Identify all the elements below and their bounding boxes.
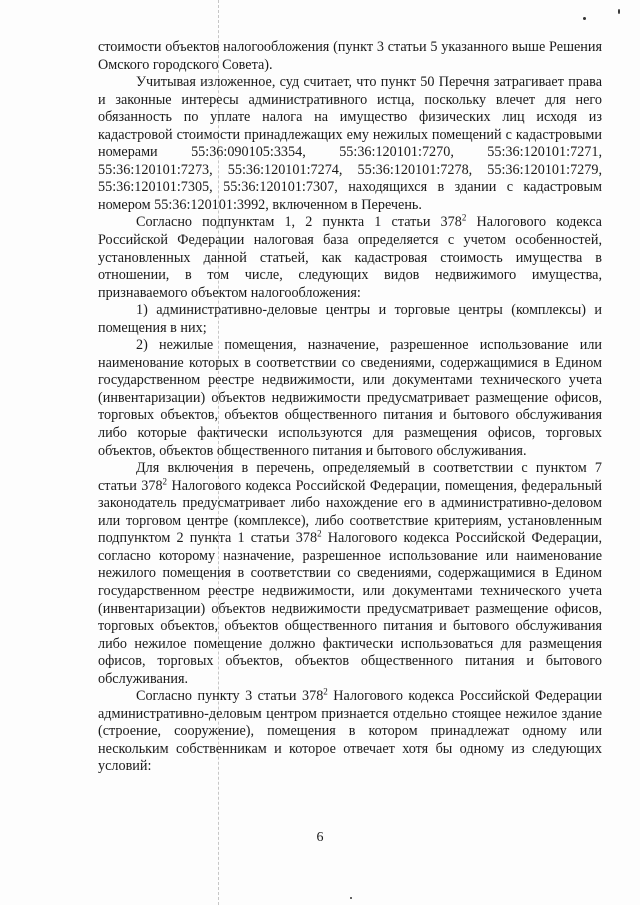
text-segment: Налогового кодекса Российской Федерации налоговая база определяется с учетом особенностей, установленных данной статьей, как кадастровая стоимость имущества в отношении, в том числе, следующих видов недвижимого имущества, признаваемого объектом налогообложения:	[98, 214, 602, 301]
list-item-1: 1) административно-деловые центры и торговые центры (комплексы) и помещения в них;	[98, 302, 602, 336]
superscript: 2	[461, 212, 467, 223]
text-segment: Согласно подпунктам 1, 2 пункта 1 статьи 378	[136, 214, 462, 231]
text-segment: Согласно пункту 3 статьи 378	[136, 688, 324, 705]
text-segment: Налогового кодекса Российской Федерации, помещения, федеральный законодатель предусматривает либо нахождение его в административно-деловом или торговом центре (комплексе), либо соответствие критериям, установленным подпунктом 2 пункта 1 статьи 378	[98, 477, 602, 547]
text-segment: Налогового кодекса Российской Федерации административно-деловым центром признается отдельно стоящее нежилое здание (строение, сооружение), помещения в котором принадлежат одному или нескольким собственникам и которое отвечает хотя бы одному из следующих условий:	[98, 688, 602, 775]
text-segment: Налогового кодекса Российской Федерации, согласно которому назначение, разрешенное использование или наименование нежилого помещения в соответствии со сведениями, содержащимися в Едином государственном реестре недвижимости, или документами технического учета (инвентаризации) объектов недвижимости предусматривает размещение офисов, торговых объектов, объектов общественного питания и бытового обслуживания либо нежилое помещение должно фактически использоваться для размещения офисов, торговых объектов, объектов общественного питания и бытового обслуживания.	[98, 530, 602, 687]
text-segment: Для включения в перечень, определяемый в соответствии с пунктом 7 статьи 378	[98, 460, 602, 494]
paragraph-continuation: стоимости объектов налогообложения (пункт 3 статьи 5 указанного выше Решения Омского городского Совета).	[98, 39, 602, 73]
scan-speck	[350, 897, 352, 899]
superscript: 2	[317, 528, 322, 539]
document-body	[98, 39, 602, 776]
scan-speck	[618, 9, 620, 14]
superscript: 2	[162, 475, 168, 486]
scan-speck	[583, 17, 586, 20]
paragraph-inclusion-criteria	[98, 460, 602, 688]
paragraph-business-center-definition	[98, 688, 602, 776]
superscript: 2	[323, 686, 328, 697]
page-number: 6	[316, 830, 324, 845]
paragraph-court-conclusion: Учитывая изложенное, суд считает, что пункт 50 Перечня затрагивает права и законные интересы административного истца, поскольку влечет для него обязанность по уплате налога на имущество физических лиц исходя из кадастровой стоимости принадлежащих ему нежилых помещений с кадастровыми номерами 55:36:090105:3354, 55:36:120101:7270, 55:36:120101:7271, 55:36:120101:7273, 55:36:120101:7274, 55:36:120101:7278, 55:36:120101:7279, 55:36:120101:7305, 55:36:120101:7307, находящихся в здании с кадастровым номером 55:36:120101:3992, включенном в Перечень.	[98, 74, 602, 213]
paragraph-tax-base	[98, 214, 602, 302]
list-item-2: 2) нежилые помещения, назначение, разрешенное использование или наименование которых в соответствии со сведениями, содержащимися в Едином государственном реестре недвижимости, или документами технического учета (инвентаризации) объектов недвижимости предусматривает размещение офисов, торговых объектов, объектов общественного питания и бытового обслуживания либо которые фактически используются для размещения офисов, торговых объектов, объектов общественного питания и бытового обслуживания.	[98, 337, 602, 459]
